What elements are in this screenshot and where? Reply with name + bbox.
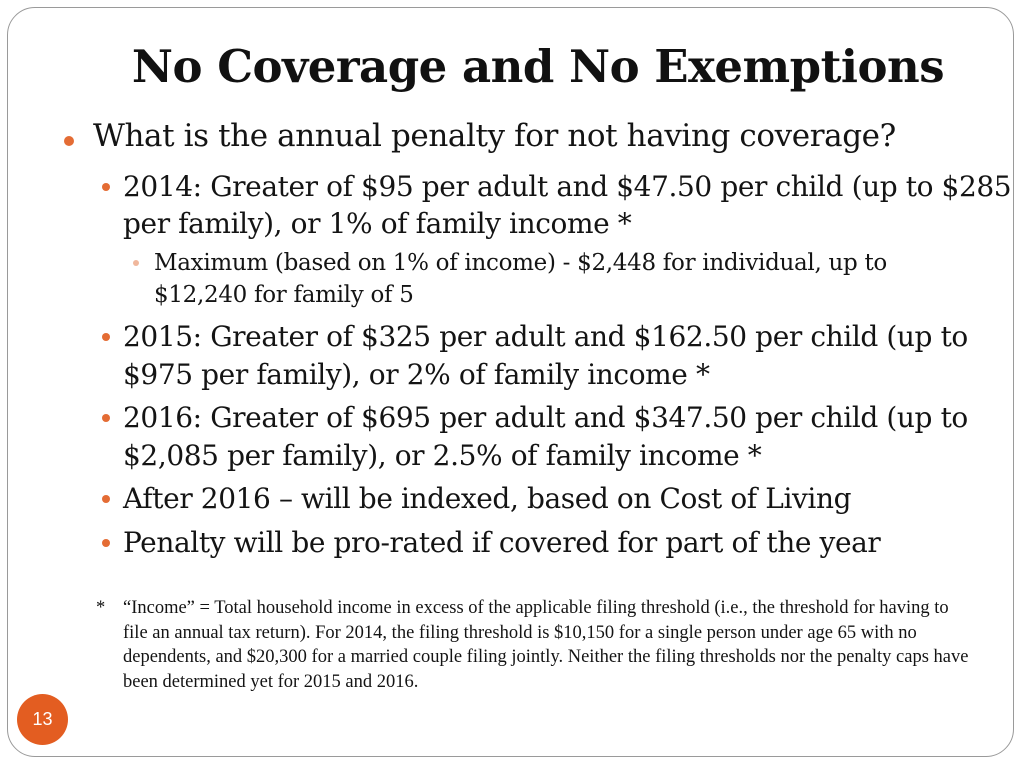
- bullet-2014-line2: per family), or 1% of family income *: [123, 207, 632, 240]
- bullet-2016-line2: $2,085 per family), or 2.5% of family income *: [123, 439, 762, 472]
- bullet-maximum-line1: Maximum (based on 1% of income) - $2,448 for individual, up to: [154, 250, 887, 276]
- bullet-dot-icon: [102, 539, 110, 547]
- sub-bullet-dot-icon: [133, 260, 139, 266]
- footnote: [96, 596, 976, 694]
- bullet-dot-icon: [102, 414, 110, 422]
- bullet-2015-line2: $975 per family), or 2% of family income *: [123, 358, 710, 391]
- footnote-text: “Income” = Total household income in excess of the applicable filing threshold (i.e., the threshold for having to file an annual tax return). For 2014, the filing threshold is $10,150 for a single person under age 65 with no dependents, and $20,300 for a married couple filing jointly. Neither the filing thresholds nor the penalty caps have been determined yet for 2015 and 2016.: [123, 598, 969, 692]
- bullet-2015-line1: 2015: Greater of $325 per adult and $162.50 per child (up to: [123, 320, 968, 353]
- bullet-dot-icon: [64, 136, 74, 146]
- slide-title: No Coverage and No Exemptions: [131, 40, 945, 93]
- bullet-maximum-line2: $12,240 for family of 5: [154, 282, 414, 308]
- bullet-question: What is the annual penalty for not having coverage?: [93, 118, 896, 154]
- bullet-dot-icon: [102, 333, 110, 341]
- bullet-dot-icon: [102, 495, 110, 503]
- bullet-pro-rated: Penalty will be pro-rated if covered for part of the year: [123, 526, 881, 559]
- bullet-dot-icon: [102, 183, 110, 191]
- bullet-after-2016: After 2016 – will be indexed, based on Cost of Living: [123, 482, 852, 515]
- page-number-badge: 13: [17, 694, 68, 745]
- bullet-2016-line1: 2016: Greater of $695 per adult and $347.50 per child (up to: [123, 401, 968, 434]
- footnote-marker: *: [96, 598, 106, 618]
- bullet-2014-line1: 2014: Greater of $95 per adult and $47.50 per child (up to $285: [123, 170, 1012, 203]
